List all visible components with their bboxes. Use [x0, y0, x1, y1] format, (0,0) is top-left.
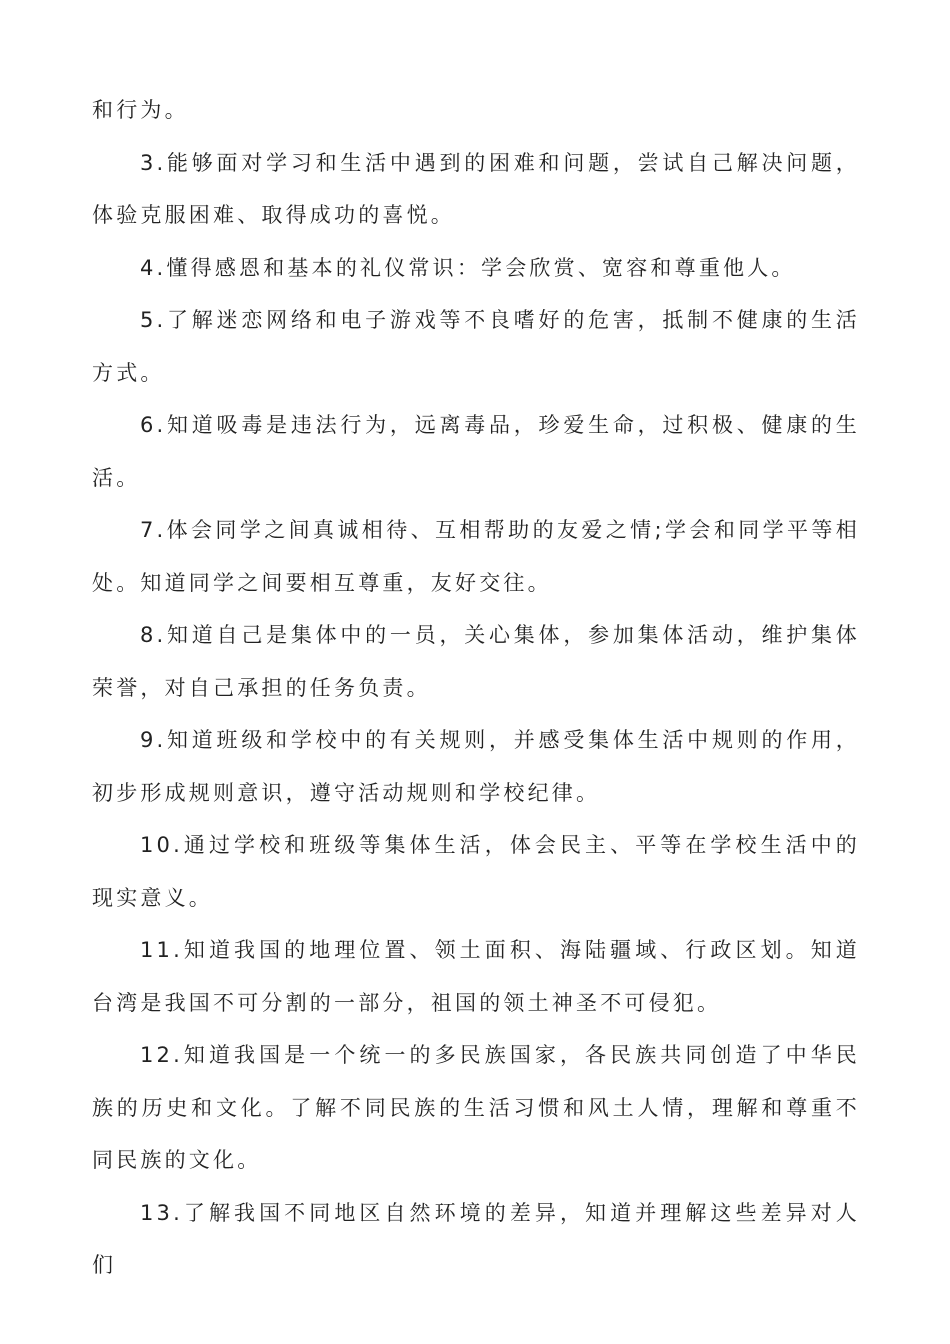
list-item-4: 4.懂得感恩和基本的礼仪常识：学会欣赏、宽容和尊重他人。 — [140, 255, 796, 280]
document-body — [92, 84, 860, 1292]
list-item-3: 3.能够面对学习和生活中遇到的困难和问题，尝试自己解决问题，体验克服困难、取得成功的喜悦。 — [92, 150, 860, 227]
paragraph-continuation: 和行为。 — [92, 98, 189, 122]
list-item-10: 10.通过学校和班级等集体生活，体会民主、平等在学校生活中的现实意义。 — [92, 833, 860, 910]
list-item-8: 8.知道自己是集体中的一员，关心集体，参加集体活动，维护集体荣誉，对自己承担的任务负责。 — [92, 623, 860, 700]
list-item-12: 12.知道我国是一个统一的多民族国家，各民族共同创造了中华民族的历史和文化。了解不同民族的生活习惯和风土人情，理解和尊重不同民族的文化。 — [92, 1043, 860, 1172]
list-item-5: 5.了解迷恋网络和电子游戏等不良嗜好的危害，抵制不健康的生活方式。 — [92, 308, 860, 385]
list-item-7: 7.体会同学之间真诚相待、互相帮助的友爱之情;学会和同学平等相处。知道同学之间要相互尊重，友好交往。 — [92, 518, 860, 595]
list-item-9: 9.知道班级和学校中的有关规则，并感受集体生活中规则的作用，初步形成规则意识，遵守活动规则和学校纪律。 — [92, 728, 860, 805]
list-item-6: 6.知道吸毒是违法行为，远离毒品，珍爱生命，过积极、健康的生活。 — [92, 413, 860, 490]
list-item-13: 13.了解我国不同地区自然环境的差异，知道并理解这些差异对人们 — [92, 1200, 860, 1277]
list-item-11: 11.知道我国的地理位置、领土面积、海陆疆域、行政区划。知道台湾是我国不可分割的一部分，祖国的领土神圣不可侵犯。 — [92, 938, 860, 1015]
